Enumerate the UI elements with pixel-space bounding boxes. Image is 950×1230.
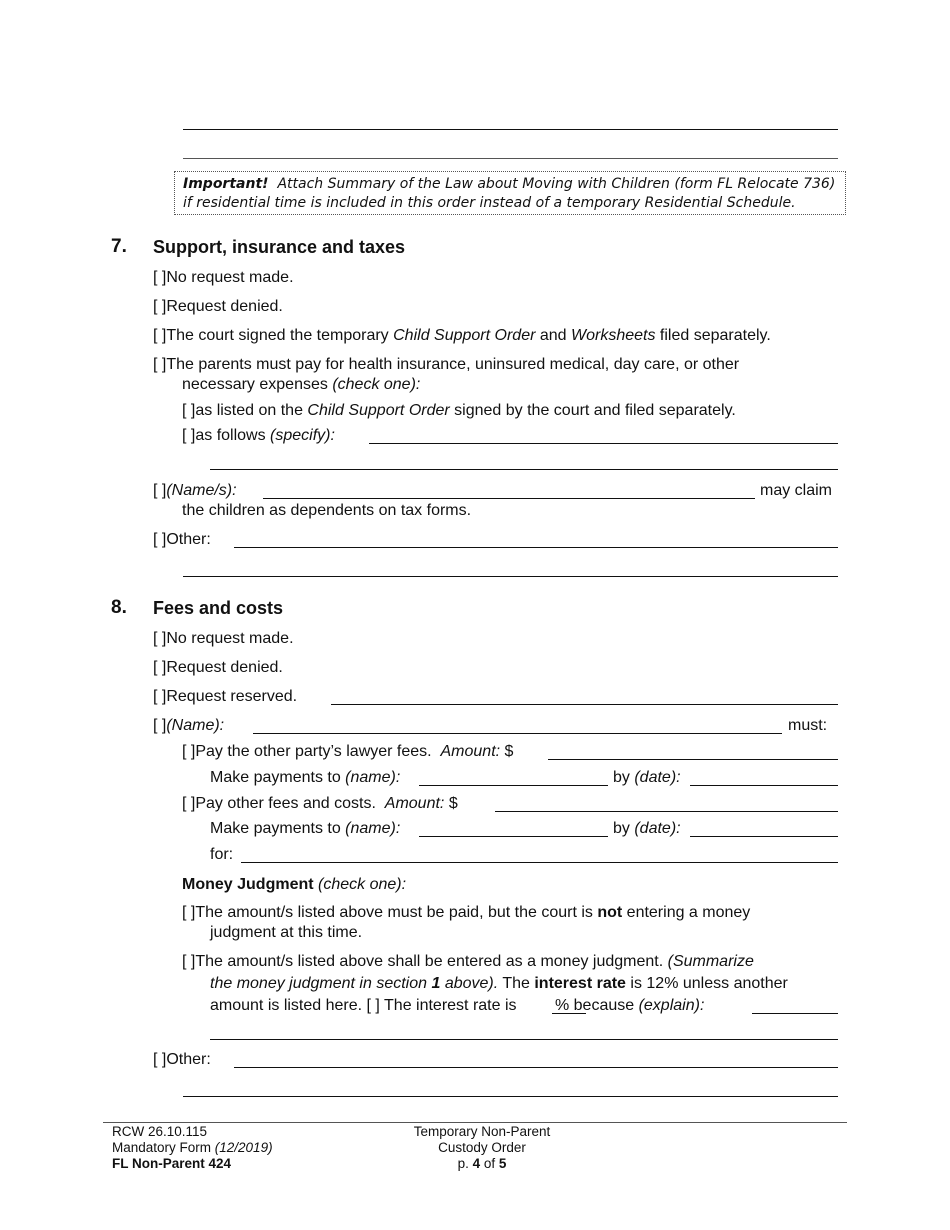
footer-mandatory: Mandatory Form (12/2019) [112,1140,273,1155]
mj-option-1-line2: judgment at this time. [210,924,363,941]
s7-parents-pay-line2: necessary expenses (check one): [182,376,421,393]
footer-center [380,1124,584,1172]
interest-rate-input[interactable] [552,1013,586,1014]
checkbox[interactable]: [ ] [153,659,167,676]
s7-names: [ ](Name/s): [153,482,237,499]
blank-line-top-2[interactable] [183,158,838,159]
section-7-title: Support, insurance and taxes [153,237,406,257]
for-label: for: [210,846,234,863]
section-8-number: 8. [111,597,127,618]
checkbox[interactable]: [ ] [153,269,167,286]
lawyer-date-input[interactable] [690,785,838,786]
checkbox[interactable]: [ ] [182,953,196,970]
lawyer-fees: [ ]Pay the other party’s lawyer fees. Amount: $ [182,743,514,760]
notice-text: Attach Summary of the Law about Moving with Children (form FL Relocate 736) if residential time is included in this order instead of a temporary Residential Schedule. [183,176,836,211]
s8-other: [ ]Other: [153,1051,211,1068]
must-label: must: [788,717,828,734]
s7-dependents: the children as dependents on tax forms. [182,502,472,519]
checkbox[interactable]: [ ] [182,427,196,444]
lawyer-payee-input[interactable] [419,785,608,786]
s8-reserved: [ ]Request reserved. [153,688,298,705]
s7-follows: [ ]as follows (specify): [182,427,335,444]
checkbox[interactable]: [ ] [153,717,167,734]
other-payments: Make payments to (name): [210,820,401,837]
mj-option-2: [ ]The amount/s listed above shall be entered as a money judgment. (Summarize [182,953,754,970]
s8-name: [ ](Name): [153,717,225,734]
blank-line-top-1[interactable] [183,129,838,130]
lawyer-amount-input[interactable] [548,759,838,760]
s7-signed: [ ]The court signed the temporary Child Support Order and Worksheets filed separately. [153,327,771,344]
other-payee-input[interactable] [419,836,608,837]
section-7-number: 7. [111,236,127,257]
footer-title-2: Custody Order [438,1140,526,1155]
footer-rcw: RCW 26.10.115 [112,1124,208,1139]
name-input[interactable] [253,733,782,734]
s8-denied: [ ]Request denied. [153,659,283,676]
mj-option-2-line3: amount is listed here. [ ] The interest rate is % because (explain): [210,997,705,1014]
section-8-title: Fees and costs [153,598,284,618]
checkbox[interactable]: [ ] [182,402,196,419]
for-input[interactable] [241,862,838,863]
money-judgment-heading: Money Judgment (check one): [182,876,407,893]
checkbox[interactable]: [ ] [153,482,167,499]
other-date-input[interactable] [690,836,838,837]
checkbox[interactable]: [ ] [153,298,167,315]
other-fees: [ ]Pay other fees and costs. Amount: $ [182,795,458,812]
important-notice [174,171,846,215]
mj-option-2-line2: the money judgment in section 1 above). The interest rate is 12% unless another [210,975,788,992]
mj-option-1: [ ]The amount/s listed above must be paid, but the court is not entering a money [182,904,751,921]
may-claim: may claim [760,482,833,499]
follows-input[interactable] [369,443,838,444]
other-by: by (date): [613,820,681,837]
lawyer-by: by (date): [613,769,681,786]
reserved-input[interactable] [331,704,838,705]
checkbox[interactable]: [ ] [153,327,167,344]
checkbox[interactable]: [ ] [182,743,196,760]
explain-input[interactable] [752,1013,838,1014]
checkbox[interactable]: [ ] [153,630,167,647]
checkbox[interactable]: [ ] [182,795,196,812]
other-amount-input[interactable] [495,811,838,812]
s8-other-input[interactable] [234,1067,838,1068]
s7-other-input[interactable] [234,547,838,548]
s7-no-request: [ ]No request made. [153,269,294,286]
s7-denied: [ ]Request denied. [153,298,283,315]
checkbox[interactable]: [ ] [153,688,167,705]
follows-input-2[interactable] [210,469,838,470]
footer-page: p. 4 of 5 [457,1156,507,1171]
notice-lead: Important! [183,176,269,192]
s7-other: [ ]Other: [153,531,211,548]
checkbox[interactable]: [ ] [182,904,196,921]
s7-listed: [ ]as listed on the Child Support Order signed by the court and filed separately. [182,402,736,419]
explain-input-2[interactable] [210,1039,838,1040]
s8-other-input-2[interactable] [183,1096,838,1097]
footer-left [112,1124,273,1172]
names-input[interactable] [263,498,755,499]
footer-rule [103,1122,847,1123]
s7-parents-pay: [ ]The parents must pay for health insurance, uninsured medical, day care, or other [153,356,740,373]
footer-form-id: FL Non-Parent 424 [112,1156,232,1171]
lawyer-payments: Make payments to (name): [210,769,401,786]
s8-no-request: [ ]No request made. [153,630,294,647]
footer-title-1: Temporary Non-Parent [413,1124,551,1139]
checkbox[interactable]: [ ] [153,356,167,373]
s7-other-input-2[interactable] [183,576,838,577]
checkbox[interactable]: [ ] [153,531,167,548]
checkbox[interactable]: [ ] [153,1051,167,1068]
